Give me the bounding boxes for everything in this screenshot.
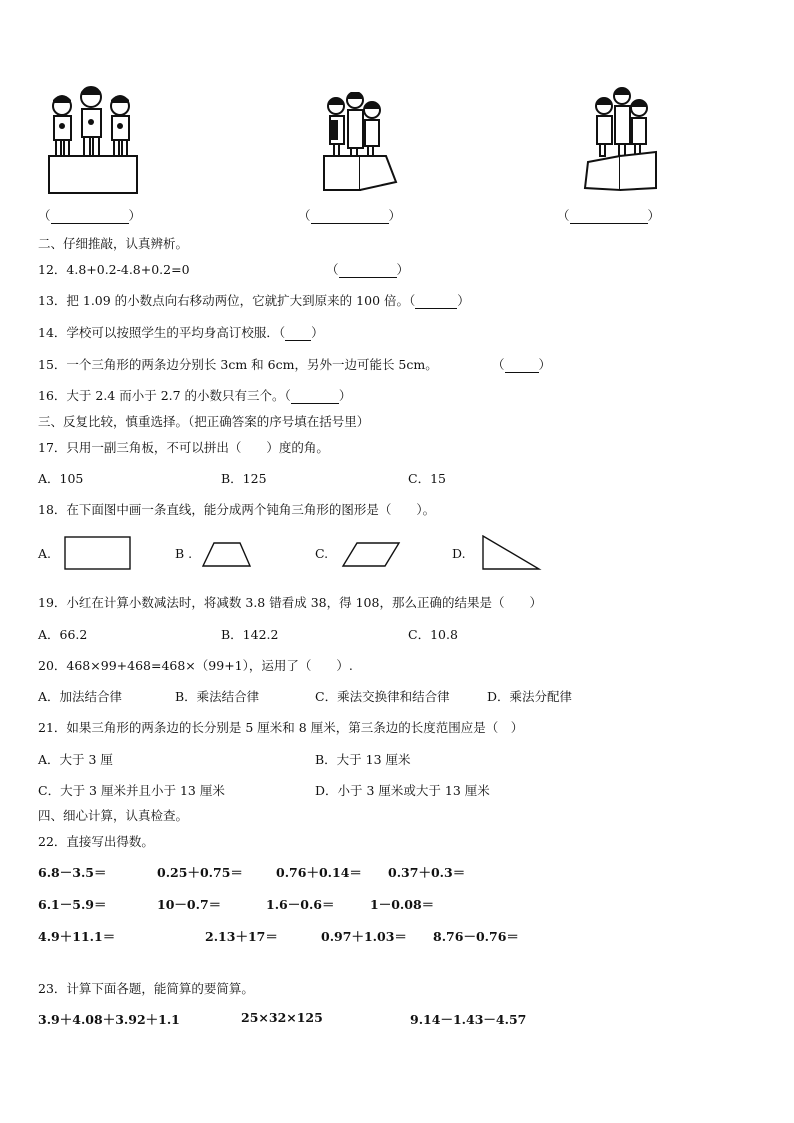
question-16: 16．大于 2.4 而小于 2.7 的小数只有三个。（ ） bbox=[38, 388, 352, 403]
rectangle-shape bbox=[64, 536, 132, 570]
calc-item: 10－0.7＝ bbox=[157, 897, 222, 912]
q17-option-b[interactable]: B．125 bbox=[221, 471, 267, 486]
q19-option-a[interactable]: A．66.2 bbox=[38, 627, 88, 642]
q20-option-d[interactable]: D．乘法分配律 bbox=[487, 689, 573, 704]
q19-option-b[interactable]: B．142.2 bbox=[221, 627, 279, 642]
question-19: 19．小红在计算小数减法时，将减数 3.8 错看成 38，得 108，那么正确的结果是（ ） bbox=[38, 595, 542, 610]
answer-blank[interactable] bbox=[415, 296, 457, 309]
question-17: 17．只用一副三角板，不可以拼出（ ）度的角。 bbox=[38, 440, 329, 455]
question-12-answer[interactable]: （ ） bbox=[326, 262, 410, 277]
calc-item: 1.6－0.6＝ bbox=[266, 897, 335, 912]
question-18: 18．在下面图中画一条直线，能分成两个钝角三角形的图形是（ ）。 bbox=[38, 502, 436, 517]
q20-option-c[interactable]: C．乘法交换律和结合律 bbox=[315, 689, 450, 704]
q18-option-a[interactable]: A. bbox=[38, 546, 52, 561]
question-12: 12．4.8+0.2-4.8+0.2=0 bbox=[38, 262, 190, 277]
view-answer-3[interactable]: （ ） bbox=[557, 208, 661, 223]
view-figure-front bbox=[46, 84, 140, 196]
q18-option-c[interactable]: C. bbox=[315, 546, 329, 561]
calc-item: 6.8－3.5＝ bbox=[38, 865, 107, 880]
calc-item: 8.76－0.76＝ bbox=[433, 929, 519, 944]
question-23: 23．计算下面各题，能简算的要简算。 bbox=[38, 981, 254, 996]
view-answer-2[interactable]: （ ） bbox=[298, 208, 402, 223]
q18-option-d[interactable]: D. bbox=[452, 546, 466, 561]
section-3-title: 三、反复比较，慎重选择。（把正确答案的序号填在括号里） bbox=[38, 414, 370, 429]
parallelogram-shape bbox=[341, 542, 401, 568]
view-figure-angled bbox=[582, 86, 662, 196]
calc-item: 6.1－5.9＝ bbox=[38, 897, 107, 912]
answer-blank[interactable] bbox=[505, 360, 539, 373]
calc-item: 0.37＋0.3＝ bbox=[388, 865, 466, 880]
question-15: 15．一个三角形的两条边分别长 3cm 和 6cm，另外一边可能长 5cm。 bbox=[38, 357, 438, 372]
question-22: 22．直接写出得数。 bbox=[38, 834, 154, 849]
q19-option-c[interactable]: C．10.8 bbox=[408, 627, 458, 642]
answer-blank[interactable] bbox=[51, 211, 129, 224]
question-21: 21．如果三角形的两条边的长分别是 5 厘米和 8 厘米，第三条边的长度范围应是（ ） bbox=[38, 720, 524, 735]
answer-blank[interactable] bbox=[339, 265, 397, 278]
q21-option-d[interactable]: D．小于 3 厘米或大于 13 厘米 bbox=[315, 783, 490, 798]
question-20: 20．468×99+468=468×（99+1），运用了（ ）. bbox=[38, 658, 353, 673]
calc-item: 0.97＋1.03＝ bbox=[321, 929, 407, 944]
question-14: 14．学校可以按照学生的平均身高订校服．（ ） bbox=[38, 325, 324, 340]
question-15-answer[interactable]: （ ） bbox=[492, 357, 552, 372]
view-figure-side bbox=[320, 92, 400, 196]
question-13: 13．把 1.09 的小数点向右移动两位，它就扩大到原来的 100 倍。（ ） bbox=[38, 293, 470, 308]
trapezoid-shape bbox=[202, 542, 252, 568]
calc-item: 25×32×125 bbox=[241, 1010, 323, 1025]
calc-item: 1－0.08＝ bbox=[370, 897, 435, 912]
q21-option-b[interactable]: B．大于 13 厘米 bbox=[315, 752, 411, 767]
answer-blank[interactable] bbox=[291, 391, 339, 404]
q20-option-a[interactable]: A．加法结合律 bbox=[38, 689, 123, 704]
answer-blank[interactable] bbox=[285, 328, 311, 341]
view-answer-1[interactable]: （ ） bbox=[38, 208, 142, 223]
right-triangle-shape bbox=[482, 535, 542, 571]
q20-option-b[interactable]: B．乘法结合律 bbox=[175, 689, 260, 704]
answer-blank[interactable] bbox=[311, 211, 389, 224]
calc-item: 0.76＋0.14＝ bbox=[276, 865, 362, 880]
q17-option-a[interactable]: A．105 bbox=[38, 471, 84, 486]
q18-option-b[interactable]: B . bbox=[175, 546, 193, 561]
calc-item: 3.9＋4.08＋3.92＋1.1 bbox=[38, 1012, 180, 1027]
section-4-title: 四、细心计算，认真检查。 bbox=[38, 808, 189, 823]
q21-option-c[interactable]: C．大于 3 厘米并且小于 13 厘米 bbox=[38, 783, 225, 798]
answer-blank[interactable] bbox=[570, 211, 648, 224]
calc-item: 9.14－1.43－4.57 bbox=[410, 1012, 527, 1027]
q17-option-c[interactable]: C．15 bbox=[408, 471, 446, 486]
calc-item: 4.9＋11.1＝ bbox=[38, 929, 116, 944]
calc-item: 2.13＋17＝ bbox=[205, 929, 278, 944]
section-2-title: 二、仔细推敲，认真辨析。 bbox=[38, 236, 189, 251]
calc-item: 0.25＋0.75＝ bbox=[157, 865, 243, 880]
q21-option-a[interactable]: A．大于 3 厘 bbox=[38, 752, 113, 767]
